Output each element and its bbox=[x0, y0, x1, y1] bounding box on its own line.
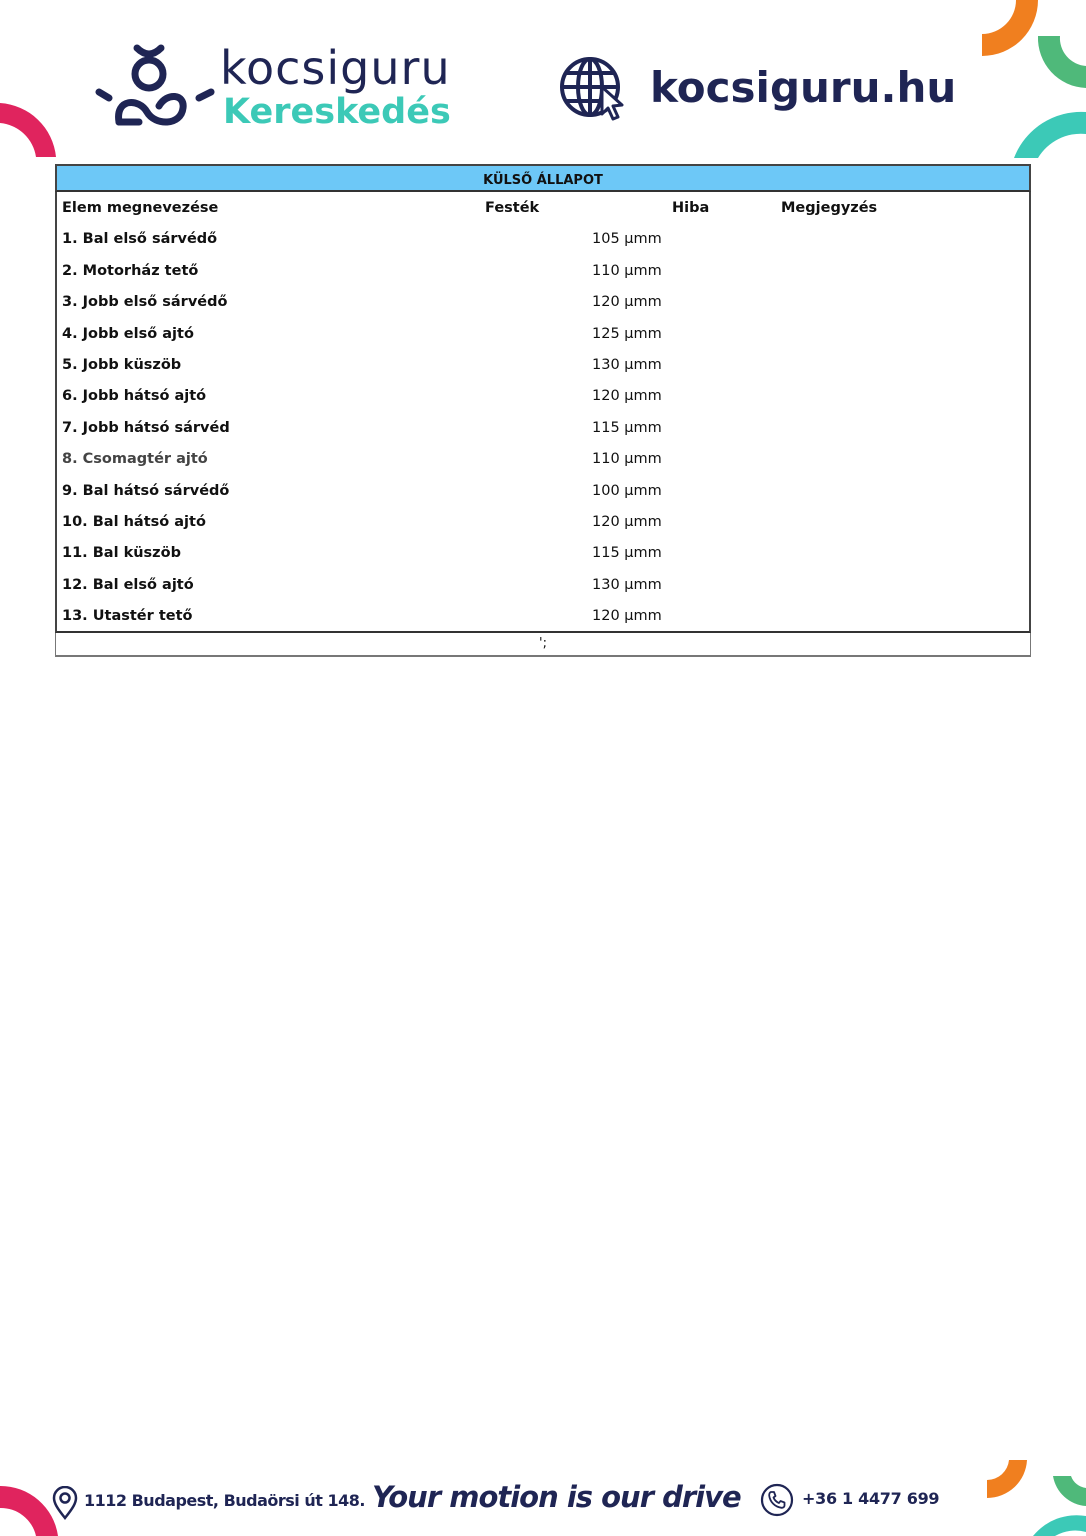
row-paint-value: 120 μmm bbox=[592, 608, 662, 625]
table-row bbox=[57, 318, 1029, 349]
row-paint-value: 115 μmm bbox=[592, 545, 662, 562]
row-paint-value: 115 μmm bbox=[592, 419, 662, 436]
corner-decoration-top-right bbox=[980, 0, 1086, 165]
row-name: 8. Csomagtér ajtó bbox=[62, 451, 208, 468]
footer-slogan: Your motion is our drive bbox=[372, 1480, 741, 1514]
row-paint-value: 130 μmm bbox=[592, 356, 662, 373]
row-name: 3. Jobb első sárvédő bbox=[62, 294, 228, 311]
table-row bbox=[57, 223, 1029, 254]
row-paint-value: 120 μmm bbox=[592, 513, 662, 530]
footer-address: 1112 Budapest, Budaörsi út 148. bbox=[84, 1491, 365, 1510]
table-body bbox=[55, 192, 1031, 633]
brand-name: kocsiguru bbox=[220, 41, 451, 95]
table-row bbox=[57, 255, 1029, 286]
row-paint-value: 110 μmm bbox=[592, 262, 662, 279]
row-paint-value: 130 μmm bbox=[592, 576, 662, 593]
corner-decoration-bottom-right bbox=[985, 1460, 1086, 1536]
table-title: KÜLSŐ ÁLLAPOT bbox=[55, 164, 1031, 192]
row-paint-value: 100 μmm bbox=[592, 482, 662, 499]
table-row bbox=[57, 600, 1029, 631]
location-pin-icon bbox=[52, 1486, 78, 1520]
column-header-name: Elem megnevezése bbox=[62, 200, 219, 216]
table-row bbox=[57, 506, 1029, 537]
row-name: 2. Motorház tető bbox=[62, 262, 199, 279]
row-paint-value: 120 μmm bbox=[592, 294, 662, 311]
brand-subtitle: Kereskedés bbox=[223, 92, 451, 132]
globe-cursor-icon bbox=[558, 55, 628, 121]
exterior-condition-table bbox=[55, 164, 1031, 657]
corner-decoration-bottom-left bbox=[0, 1480, 60, 1536]
footer-phone[interactable]: +36 1 4477 699 bbox=[802, 1489, 940, 1508]
row-name: 9. Bal hátsó sárvédő bbox=[62, 482, 230, 499]
table-footer-row: '; bbox=[55, 633, 1031, 657]
brand-mark-icon bbox=[95, 38, 215, 130]
row-name: 12. Bal első ajtó bbox=[62, 576, 194, 593]
corner-decoration-top-left bbox=[0, 95, 60, 165]
row-name: 11. Bal küszöb bbox=[62, 545, 181, 562]
row-name: 5. Jobb küszöb bbox=[62, 356, 182, 373]
phone-icon bbox=[760, 1483, 794, 1517]
table-header-row bbox=[57, 192, 1029, 223]
row-name: 6. Jobb hátsó ajtó bbox=[62, 388, 207, 405]
row-paint-value: 125 μmm bbox=[592, 325, 662, 342]
row-name: 10. Bal hátsó ajtó bbox=[62, 513, 206, 530]
column-header-note: Megjegyzés bbox=[781, 200, 878, 216]
row-name: 1. Bal első sárvédő bbox=[62, 231, 218, 248]
row-name: 4. Jobb első ajtó bbox=[62, 325, 194, 342]
table-row bbox=[57, 349, 1029, 380]
row-name: 7. Jobb hátsó sárvéd bbox=[62, 419, 230, 436]
table-row bbox=[57, 412, 1029, 443]
table-row bbox=[57, 475, 1029, 506]
row-name: 13. Utastér tető bbox=[62, 608, 193, 625]
column-header-defect: Hiba bbox=[672, 200, 710, 216]
row-paint-value: 120 μmm bbox=[592, 388, 662, 405]
table-row bbox=[57, 537, 1029, 568]
table-row bbox=[57, 569, 1029, 600]
table-row bbox=[57, 380, 1029, 411]
table-row bbox=[57, 286, 1029, 317]
brand-logo bbox=[95, 38, 475, 133]
website-url[interactable]: kocsiguru.hu bbox=[650, 63, 957, 112]
table-row bbox=[57, 443, 1029, 474]
row-paint-value: 105 μmm bbox=[592, 231, 662, 248]
row-paint-value: 110 μmm bbox=[592, 451, 662, 468]
column-header-paint: Festék bbox=[485, 200, 540, 216]
